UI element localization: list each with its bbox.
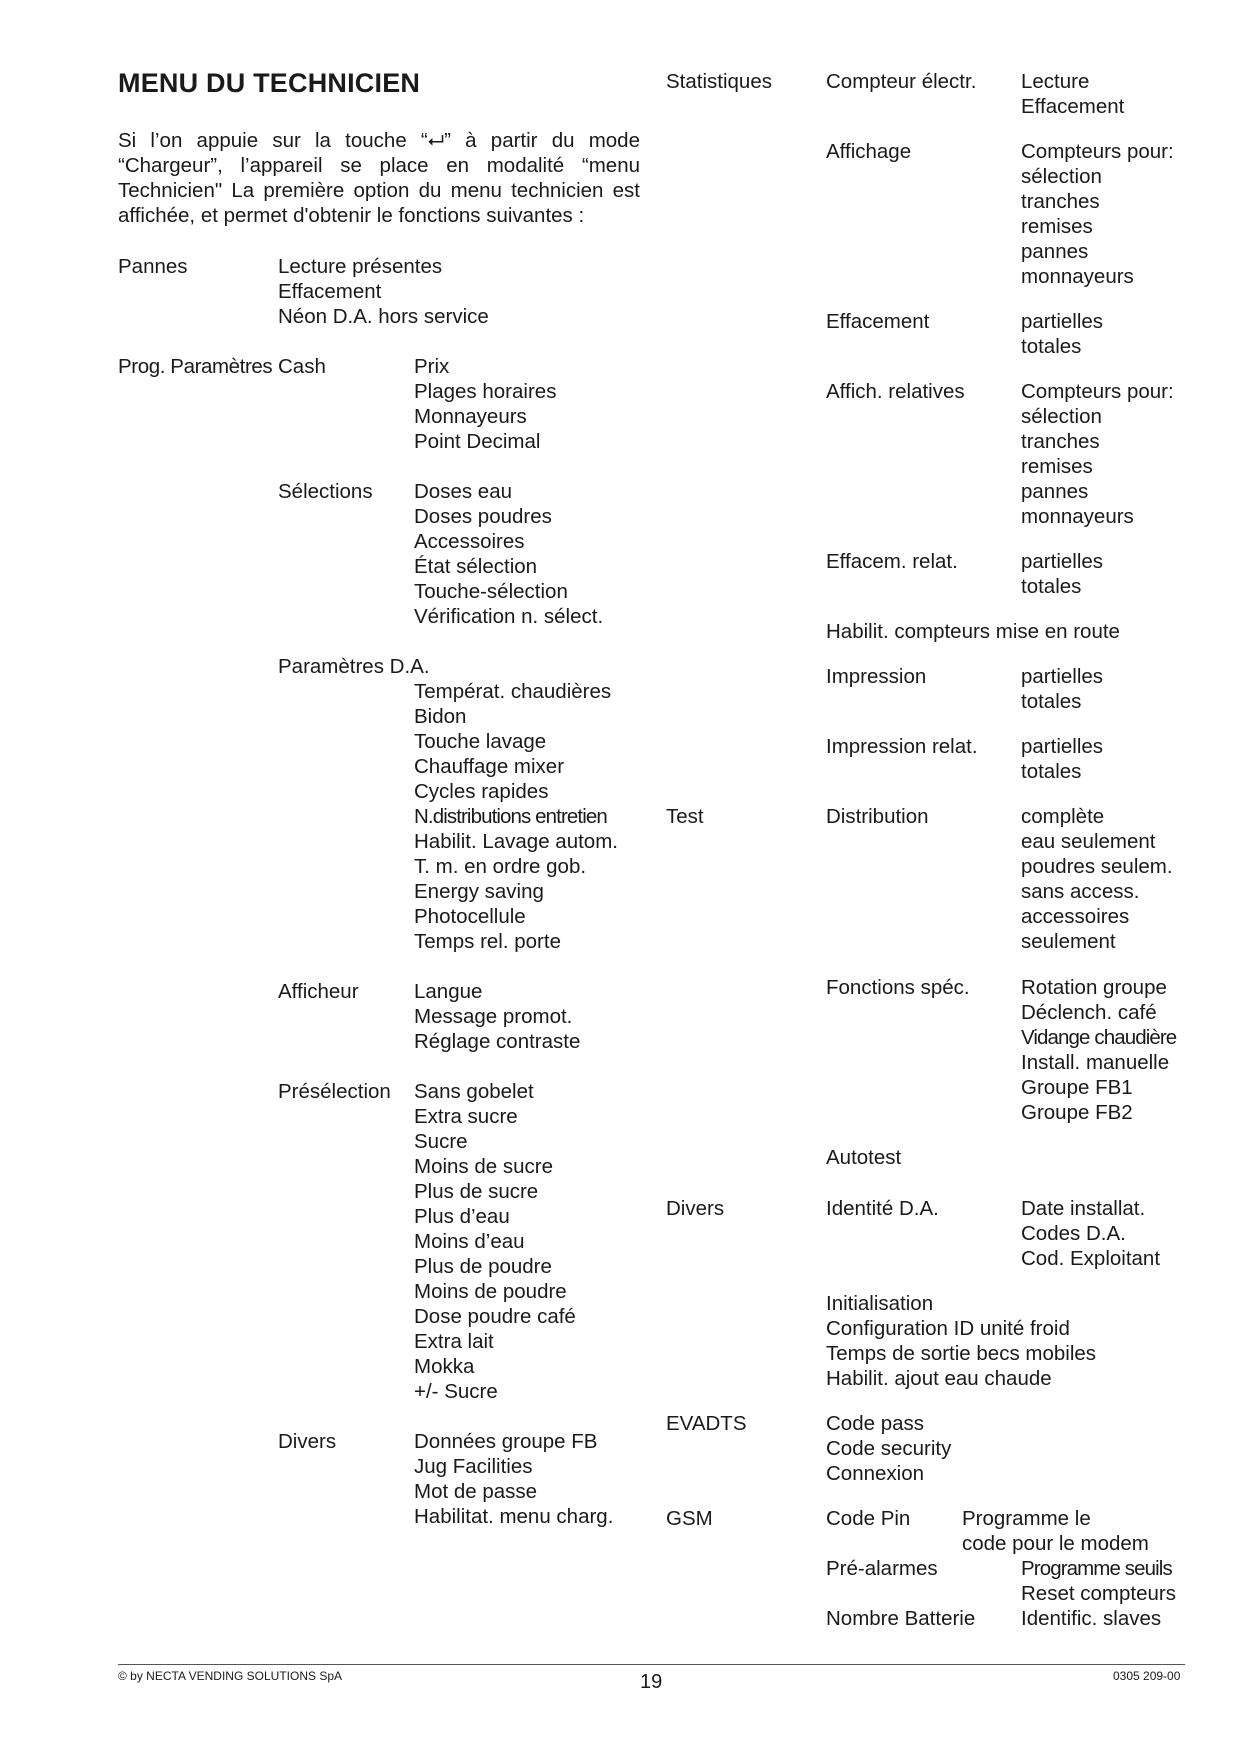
list-item: +/- Sucre bbox=[414, 1380, 498, 1403]
divers-label: Divers bbox=[278, 1430, 337, 1453]
evadts-list bbox=[826, 1411, 951, 1486]
distribution-list bbox=[1021, 804, 1173, 954]
evadts-label: EVADTS bbox=[666, 1412, 747, 1435]
list-item: Prix bbox=[414, 355, 450, 378]
list-item: Programme seuils bbox=[1021, 1557, 1172, 1580]
list-item: Date installat. bbox=[1021, 1197, 1146, 1220]
list-item: Compteurs pour: bbox=[1021, 140, 1174, 163]
list-item: Données groupe FB bbox=[414, 1430, 598, 1453]
list-item: Message promot. bbox=[414, 1005, 573, 1028]
list-item: Plus d’eau bbox=[414, 1205, 510, 1228]
preselection-list bbox=[414, 1079, 576, 1404]
effacem-relat-list bbox=[1021, 549, 1103, 599]
list-item: Sucre bbox=[414, 1130, 468, 1153]
list-item: Compteurs pour: bbox=[1021, 380, 1174, 403]
list-item: Programme le bbox=[962, 1507, 1091, 1530]
code-pin-list bbox=[962, 1506, 1149, 1556]
list-item: remises bbox=[1021, 215, 1093, 238]
list-item: Habilitat. menu charg. bbox=[414, 1505, 614, 1528]
list-item: Extra sucre bbox=[414, 1105, 518, 1128]
impression-list bbox=[1021, 664, 1103, 714]
list-item: Accessoires bbox=[414, 530, 525, 553]
list-item: code pour le modem bbox=[962, 1532, 1149, 1555]
list-item: Habilit. Lavage autom. bbox=[414, 830, 618, 853]
list-item: Moins d’eau bbox=[414, 1230, 525, 1253]
list-item: Lecture présentes bbox=[278, 255, 443, 278]
list-item: Touche lavage bbox=[414, 730, 547, 753]
gsm-label: GSM bbox=[666, 1507, 713, 1530]
list-item: partielles bbox=[1021, 550, 1104, 573]
list-item: partielles bbox=[1021, 310, 1104, 333]
list-item: Plages horaires bbox=[414, 380, 557, 403]
list-item: Cod. Exploitant bbox=[1021, 1247, 1161, 1270]
intro-paragraph: Si l’on appuie sur la touche “⮠” à partir du mode “Chargeur”, l’appareil se place en modalité “menu Technicien" La première option du menu technicien est affichée, et permet d'obtenir le fonctions suivantes : bbox=[118, 129, 640, 227]
nombre-batterie-value: Identific. slaves bbox=[1021, 1607, 1162, 1630]
divers-right-list bbox=[826, 1291, 1096, 1391]
afficheur-label: Afficheur bbox=[278, 980, 359, 1003]
list-item: sélection bbox=[1021, 165, 1102, 188]
list-item: monnayeurs bbox=[1021, 505, 1134, 528]
pannes-label: Pannes bbox=[118, 255, 188, 278]
list-item: T. m. en ordre gob. bbox=[414, 855, 587, 878]
affich-relatives-label: Affich. relatives bbox=[826, 380, 965, 403]
list-item: Moins de poudre bbox=[414, 1280, 567, 1303]
fonctions-spec-label: Fonctions spéc. bbox=[826, 976, 970, 999]
footer-copyright: © by NECTA VENDING SOLUTIONS SpA bbox=[118, 1669, 343, 1683]
list-item: totales bbox=[1021, 690, 1082, 713]
list-item: monnayeurs bbox=[1021, 265, 1134, 288]
list-item: accessoires bbox=[1021, 905, 1130, 928]
affichage-label: Affichage bbox=[826, 140, 912, 163]
list-item: Vérification n. sélect. bbox=[414, 605, 604, 628]
nombre-batterie-label: Nombre Batterie bbox=[826, 1607, 976, 1630]
list-item: Températ. chaudières bbox=[414, 680, 612, 703]
list-item: Effacement bbox=[1021, 95, 1125, 118]
list-item: eau seulement bbox=[1021, 830, 1156, 853]
selections-label: Sélections bbox=[278, 480, 373, 503]
impression-relat-list bbox=[1021, 734, 1103, 784]
page-title: MENU DU TECHNICIEN bbox=[118, 68, 421, 98]
list-item: poudres seulem. bbox=[1021, 855, 1173, 878]
list-item: Codes D.A. bbox=[1021, 1222, 1126, 1245]
list-item: Doses poudres bbox=[414, 505, 552, 528]
effacem-relat-label: Effacem. relat. bbox=[826, 550, 958, 573]
divers-list bbox=[414, 1429, 613, 1529]
list-item: Effacement bbox=[278, 280, 382, 303]
list-item: remises bbox=[1021, 455, 1093, 478]
autotest-label: Autotest bbox=[826, 1146, 902, 1169]
list-item: Configuration ID unité froid bbox=[826, 1317, 1070, 1340]
list-item: sans access. bbox=[1021, 880, 1140, 903]
affichage-list bbox=[1021, 139, 1174, 289]
pannes-list bbox=[278, 254, 489, 329]
list-item: Déclench. café bbox=[1021, 1001, 1157, 1024]
list-item: Vidange chaudière bbox=[1021, 1026, 1177, 1049]
habilit-compteurs: Habilit. compteurs mise en route bbox=[826, 620, 1120, 643]
list-item: sélection bbox=[1021, 405, 1102, 428]
list-item: Connexion bbox=[826, 1462, 925, 1485]
list-item: Temps de sortie becs mobiles bbox=[826, 1342, 1097, 1365]
list-item: seulement bbox=[1021, 930, 1116, 953]
page-number: 19 bbox=[640, 1671, 663, 1693]
list-item: Temps rel. porte bbox=[414, 930, 561, 953]
list-item: totales bbox=[1021, 575, 1082, 598]
prog-parametres-label: Prog. Paramètres bbox=[118, 355, 273, 378]
list-item: Code security bbox=[826, 1437, 952, 1460]
list-item: Groupe FB1 bbox=[1021, 1076, 1133, 1099]
impression-label: Impression bbox=[826, 665, 927, 688]
list-item: Touche-sélection bbox=[414, 580, 568, 603]
list-item: Initialisation bbox=[826, 1292, 934, 1315]
selections-list bbox=[414, 479, 603, 629]
list-item: Monnayeurs bbox=[414, 405, 527, 428]
list-item: Install. manuelle bbox=[1021, 1051, 1170, 1074]
list-item: Reset compteurs bbox=[1021, 1582, 1176, 1605]
list-item: Cycles rapides bbox=[414, 780, 549, 803]
effacement-list bbox=[1021, 309, 1103, 359]
list-item: Rotation groupe bbox=[1021, 976, 1167, 999]
cash-label: Cash bbox=[278, 355, 326, 378]
list-item: Dose poudre café bbox=[414, 1305, 576, 1328]
compteur-label: Compteur électr. bbox=[826, 70, 977, 93]
identite-label: Identité D.A. bbox=[826, 1197, 939, 1220]
effacement-label: Effacement bbox=[826, 310, 930, 333]
pre-alarmes-list bbox=[1021, 1556, 1176, 1606]
pre-alarmes-label: Pré-alarmes bbox=[826, 1557, 938, 1580]
list-item: Code pass bbox=[826, 1412, 925, 1435]
list-item: Plus de sucre bbox=[414, 1180, 539, 1203]
footer-doc-code: 0305 209-00 bbox=[1113, 1669, 1181, 1683]
test-label: Test bbox=[666, 805, 704, 828]
list-item: État sélection bbox=[414, 555, 538, 578]
parametres-label: Paramètres D.A. bbox=[278, 655, 430, 678]
list-item: Mokka bbox=[414, 1355, 475, 1378]
list-item: N.distributions entretien bbox=[414, 805, 607, 828]
afficheur-list bbox=[414, 979, 580, 1054]
list-item: Habilit. ajout eau chaude bbox=[826, 1367, 1052, 1390]
distribution-label: Distribution bbox=[826, 805, 929, 828]
list-item: tranches bbox=[1021, 190, 1100, 213]
list-item: totales bbox=[1021, 335, 1082, 358]
footer-divider bbox=[118, 1664, 1185, 1665]
affich-relatives-list bbox=[1021, 379, 1174, 529]
list-item: Plus de poudre bbox=[414, 1255, 552, 1278]
list-item: Bidon bbox=[414, 705, 467, 728]
list-item: totales bbox=[1021, 760, 1082, 783]
statistiques-label: Statistiques bbox=[666, 70, 772, 93]
list-item: Réglage contraste bbox=[414, 1030, 581, 1053]
list-item: pannes bbox=[1021, 480, 1089, 503]
list-item: complète bbox=[1021, 805, 1105, 828]
parametres-list bbox=[414, 679, 618, 954]
list-item: Point Decimal bbox=[414, 430, 541, 453]
fonctions-spec-list bbox=[1021, 975, 1176, 1125]
list-item: Sans gobelet bbox=[414, 1080, 534, 1103]
list-item: Chauffage mixer bbox=[414, 755, 565, 778]
list-item: Néon D.A. hors service bbox=[278, 305, 489, 328]
list-item: tranches bbox=[1021, 430, 1100, 453]
list-item: pannes bbox=[1021, 240, 1089, 263]
identite-list bbox=[1021, 1196, 1160, 1271]
impression-relat-label: Impression relat. bbox=[826, 735, 978, 758]
cash-list bbox=[414, 354, 556, 454]
list-item: Photocellule bbox=[414, 905, 526, 928]
preselection-label: Présélection bbox=[278, 1080, 391, 1103]
compteur-list bbox=[1021, 69, 1124, 119]
list-item: Jug Facilities bbox=[414, 1455, 533, 1478]
divers-right-label: Divers bbox=[666, 1197, 725, 1220]
list-item: Mot de passe bbox=[414, 1480, 538, 1503]
list-item: Groupe FB2 bbox=[1021, 1101, 1133, 1124]
list-item: Doses eau bbox=[414, 480, 513, 503]
code-pin-label: Code Pin bbox=[826, 1507, 911, 1530]
list-item: Langue bbox=[414, 980, 483, 1003]
list-item: Energy saving bbox=[414, 880, 544, 903]
list-item: Extra lait bbox=[414, 1330, 494, 1353]
list-item: Lecture bbox=[1021, 70, 1090, 93]
list-item: partielles bbox=[1021, 665, 1104, 688]
list-item: Moins de sucre bbox=[414, 1155, 554, 1178]
list-item: partielles bbox=[1021, 735, 1104, 758]
